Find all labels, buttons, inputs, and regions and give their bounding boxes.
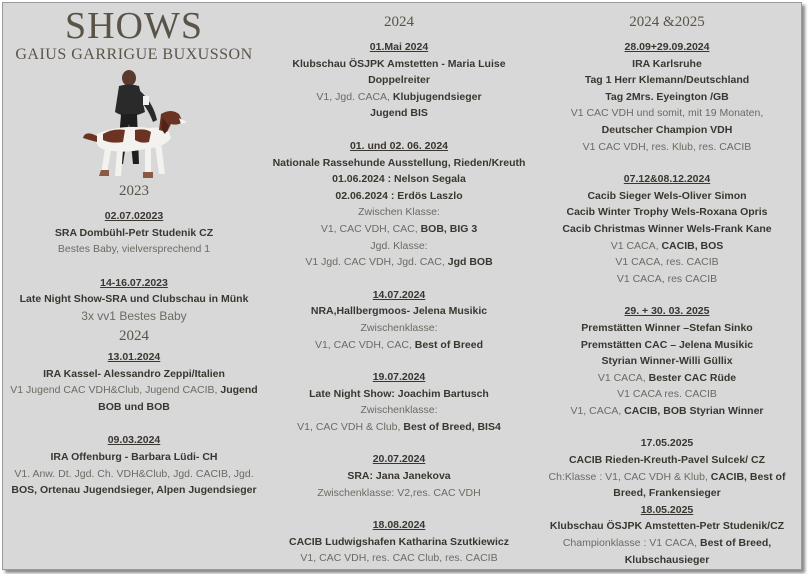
show-judge: Tag 1 Herr Klemann/Deutschland — [584, 74, 750, 87]
show-result-line: V1 CAC VDH, res. Klub, res. CACIB — [582, 140, 752, 153]
show-event: SRA: Jana Janekova — [347, 470, 451, 483]
show-event: Cacib Winter Trophy Wels-Roxana Opris — [566, 206, 768, 219]
show-result-line: Jugend BIS — [370, 107, 428, 120]
show-result-line: Championklasse : V1 CACA, Best of Breed, — [562, 537, 772, 550]
year-heading-2024-2025: 2024 &2025 — [629, 14, 705, 30]
show-entry — [265, 287, 533, 353]
show-date: 28.09+29.09.2024 — [624, 41, 710, 53]
show-date: 14-16.07.2023 — [100, 276, 168, 289]
show-result-line: V1 CACA, res CACIB — [616, 272, 718, 285]
show-date: 18.08.2024 — [372, 519, 426, 532]
show-event: Klubschau ÖSJPK Amstetten-Petr Studenik/CZ — [549, 520, 785, 533]
show-date: 14.07.2024 — [372, 288, 426, 301]
show-entry — [3, 208, 265, 258]
show-date: 09.03.2024 — [107, 434, 161, 447]
show-date: 01. und 02. 06. 2024 — [349, 139, 449, 152]
show-event: SRA Dombühl-Petr Studenik CZ — [54, 226, 214, 239]
show-date: 17.05.2025 — [640, 437, 694, 450]
show-result-line: V1, CAC VDH, CAC, BOB, BIG 3 — [320, 222, 478, 235]
show-entry — [265, 451, 533, 501]
show-result-line: V1 CACA, Bester CAC Rüde — [597, 371, 737, 384]
show-entry — [3, 432, 265, 498]
show-class: Zwischen Klasse: — [358, 206, 440, 219]
show-event: CACIB Ludwigshafen Katharina Szutkiewicz — [289, 535, 509, 548]
show-result-line: Zwischenklasse: V2,res. CAC VDH — [317, 486, 481, 499]
page-subtitle: GAIUS GARRIGUE BUXUSSON — [15, 46, 253, 63]
page-frame — [2, 2, 802, 570]
show-event: CACIB Rieden-Kreuth-Pavel Sulcek/ CZ — [568, 454, 766, 467]
show-entry — [3, 349, 265, 415]
show-event: Nationale Rassehunde Ausstellung, Rieden/Kreuth — [272, 156, 526, 169]
show-event: IRA Kassel- Alessandro Zeppi/Italien — [43, 367, 225, 380]
show-result-line: V1 CAC VDH und somit, mit 19 Monaten, — [570, 107, 764, 120]
show-event: Cacib Sieger Wels-Oliver Simon — [587, 189, 747, 202]
show-result-line: V1 CACA res. CACIB — [617, 388, 717, 401]
column-left — [3, 3, 265, 499]
dog-handler-photo — [79, 68, 189, 186]
show-result-line: Deutscher Champion VDH — [601, 123, 733, 136]
show-judge: 01.06.2024 : Nelson Segala — [332, 173, 466, 186]
show-entry — [533, 435, 801, 501]
show-event: Premstätten Winner –Stefan Sinko — [581, 321, 753, 334]
show-result-line: V1, CAC VDH, res. CAC Club, res. CACIB — [300, 552, 498, 565]
show-event: Premstätten CAC – Jelena Musikic — [580, 338, 754, 351]
year-heading-2024: 2024 — [384, 14, 414, 30]
show-judge: 02.06.2024 : Erdös Laszlo — [335, 189, 463, 202]
show-date: 01.Mai 2024 — [369, 41, 429, 53]
show-result-line: V1, CAC VDH, CAC, Best of Breed — [314, 338, 484, 351]
show-result-line: BOS, Ortenau Jugendsieger, Alpen Jugendsieger — [11, 484, 257, 497]
show-result-line: V1, Jgd. CACA, Klubjugendsieger — [316, 90, 482, 103]
column-middle — [265, 3, 533, 567]
show-result-line: V1 Jgd. CAC VDH, Jgd. CAC, Jgd BOB — [305, 256, 493, 269]
show-event: NRA,Hallbergmoos- Jelena Musikic — [310, 305, 488, 318]
show-entry — [533, 171, 801, 287]
show-result-line: Klubschausieger — [624, 553, 710, 566]
year-heading-2023: 2023 — [119, 183, 149, 199]
page-title: SHOWS — [64, 5, 204, 47]
show-result-line: V1 Jugend CAC VDH&Club, Jugend CACIB, Jugend — [10, 384, 258, 397]
show-entry — [533, 502, 801, 568]
show-entry — [3, 275, 265, 325]
show-date: 29. + 30. 03. 2025 — [624, 305, 710, 318]
show-entry — [265, 39, 533, 122]
show-result-line: V1 CACA, res. CACIB — [615, 256, 719, 269]
show-result-line: V1, CACA, CACIB, BOB Styrian Winner — [570, 404, 764, 417]
show-event: Doppelreiter — [368, 74, 430, 87]
column-right — [533, 3, 801, 568]
show-result: 3x vv1 Bestes Baby — [81, 308, 187, 323]
show-event: IRA Karlsruhe — [632, 57, 702, 70]
show-judge: Tag 2Mrs. Eyeington /GB — [605, 90, 729, 103]
show-class: Jgd. Klasse: — [370, 239, 428, 252]
show-event: Late Night Show-SRA und Clubschau in Münk — [19, 293, 249, 306]
show-result-line: Breed, Frankensieger — [613, 487, 721, 500]
show-entry — [265, 138, 533, 271]
show-result-line: BOB und BOB — [98, 400, 170, 413]
show-event: Late Night Show: Joachim Bartusch — [309, 387, 489, 400]
show-date: 02.07.02023 — [104, 210, 164, 222]
show-result-line: V1 CACA, CACIB, BOS — [610, 239, 724, 252]
show-event: Cacib Christmas Winner Wels-Frank Kane — [562, 222, 772, 235]
show-event: IRA Offenburg - Barbara Lüdi- CH — [50, 450, 218, 463]
show-entry — [533, 39, 801, 155]
show-date: 20.07.2024 — [372, 453, 426, 466]
show-class: Zwischenklasse: — [360, 321, 438, 334]
show-result-line: V1, CAC VDH & Club, Best of Breed, BIS4 — [297, 420, 501, 433]
show-entry — [265, 517, 533, 567]
show-entry — [265, 369, 533, 435]
show-event: Klubschau ÖSJPK Amstetten - Maria Luise — [292, 57, 506, 70]
show-result-line: V1. Anw. Dt. Jgd. Ch. VDH&Club, Jgd. CACIB, Jgd. — [14, 467, 254, 480]
show-event: Styrian Winner-Willi Güllix — [601, 355, 733, 368]
year-heading-2024: 2024 — [119, 327, 149, 344]
show-date: 18.05.2025 — [640, 503, 694, 516]
show-result-line: Ch:Klasse : V1, CAC VDH & Klub, CACIB, Best of — [548, 470, 786, 483]
show-date: 19.07.2024 — [372, 371, 426, 384]
show-date: 13.01.2024 — [107, 350, 161, 363]
show-result: Bestes Baby, vielversprechend 1 — [57, 243, 211, 256]
show-entry — [533, 303, 801, 419]
show-class: Zwischenklasse: — [360, 404, 438, 417]
show-date: 07.12&08.12.2024 — [623, 173, 711, 186]
